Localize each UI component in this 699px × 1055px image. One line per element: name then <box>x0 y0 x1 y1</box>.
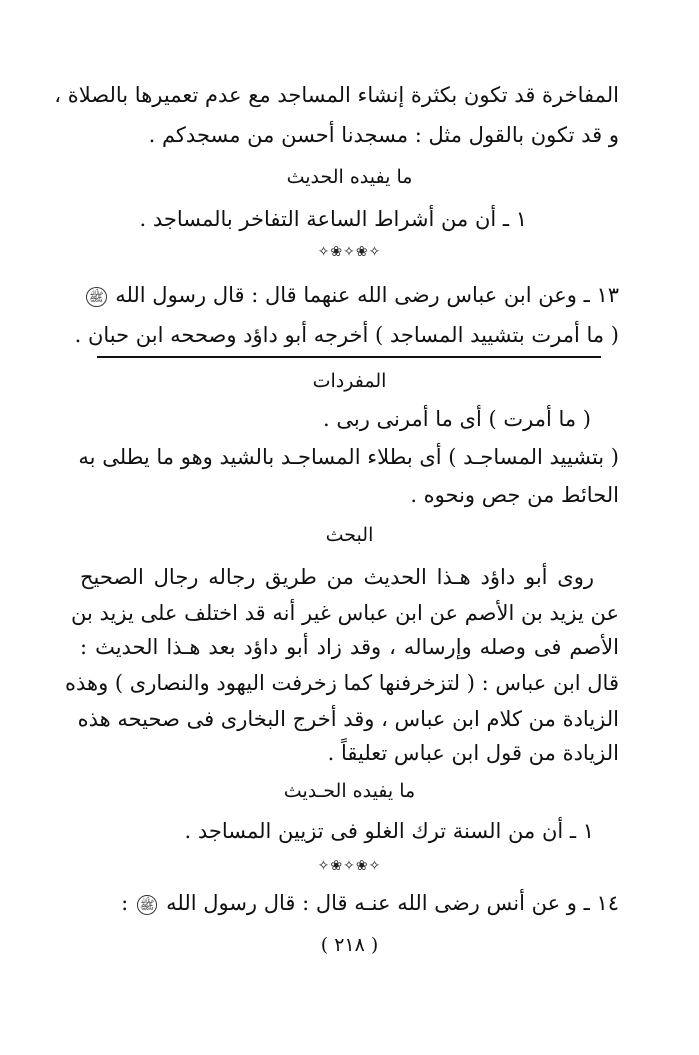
section-heading-benefits-2: ما يفيده الحـديث <box>283 780 416 802</box>
intro-line-1: المفاخرة قد تكون بكثرة إنشاء المساجد مع عدم تعميرها بالصلاة ، <box>54 83 619 107</box>
vocabulary-line-1: ( ما أمرت ) أى ما أمرنى ربى . <box>323 407 591 431</box>
vocabulary-line-3: الحائط من جص ونحوه . <box>410 483 619 507</box>
hadith-14-text: ١٤ ـ و عن أنس رضى الله عنـه قال : قال رسول الله <box>166 891 619 915</box>
benefit-item-2: ١ ـ أن من السنة ترك الغلو فى تزيين المساجد . <box>184 819 594 843</box>
benefit-item-1: ١ ـ أن من أشراط الساعة التفاخر بالمساجد . <box>139 207 527 231</box>
section-heading-vocabulary: المفردات <box>312 370 387 392</box>
hadith-14-line-1 <box>80 886 619 920</box>
discussion-line-4: قال ابن عباس : ( لتزخرفنها كما زخرفت اليهود والنصارى ) وهذه <box>65 671 619 695</box>
pbuh-icon: ﷺ <box>137 895 158 915</box>
intro-line-2: و قد تكون بالقول مثل : مسجدنا أحسن من مسجدكم . <box>148 123 619 147</box>
ornament-divider: ✧❀✧❀✧ <box>317 244 382 260</box>
discussion-line-3: الأصم فى وصله وإرساله ، وقد زاد أبو داؤد بعد هـذا الحديث : <box>80 635 619 659</box>
section-heading-benefits: ما يفيده الحديث <box>286 166 413 188</box>
hadith-13-line-1 <box>80 278 619 312</box>
discussion-line-5: الزيادة من كلام ابن عباس ، وقد أخرج البخارى فى صحيحه هذه <box>77 707 619 731</box>
section-heading-discussion: البحث <box>325 524 374 546</box>
discussion-line-6: الزيادة من قول ابن عباس تعليقاً . <box>327 741 619 765</box>
section-divider <box>97 356 601 358</box>
hadith-13-text: ١٣ ـ وعن ابن عباس رضى الله عنهما قال : قال رسول الله <box>115 283 619 307</box>
vocabulary-line-2: ( بتشييد المساجـد ) أى بطلاء المساجـد بالشيد وهو ما يطلى به <box>78 445 619 469</box>
page-number: ( ٢١٨ ) <box>320 934 379 956</box>
hadith-14-tail: : <box>121 891 129 915</box>
ornament-divider-2: ✧❀✧❀✧ <box>317 858 382 874</box>
discussion-line-1: روى أبو داؤد هـذا الحديث من طريق رجاله رجال الصحيح <box>80 565 594 589</box>
discussion-line-2: عن يزيد بن الأصم عن ابن عباس غير أنه قد اختلف على يزيد بن <box>71 601 619 625</box>
pbuh-icon: ﷺ <box>86 287 107 307</box>
hadith-13-line-2: ( ما أمرت بتشييد المساجد ) أخرجه أبو داؤد وصححه ابن حبان . <box>74 323 619 347</box>
